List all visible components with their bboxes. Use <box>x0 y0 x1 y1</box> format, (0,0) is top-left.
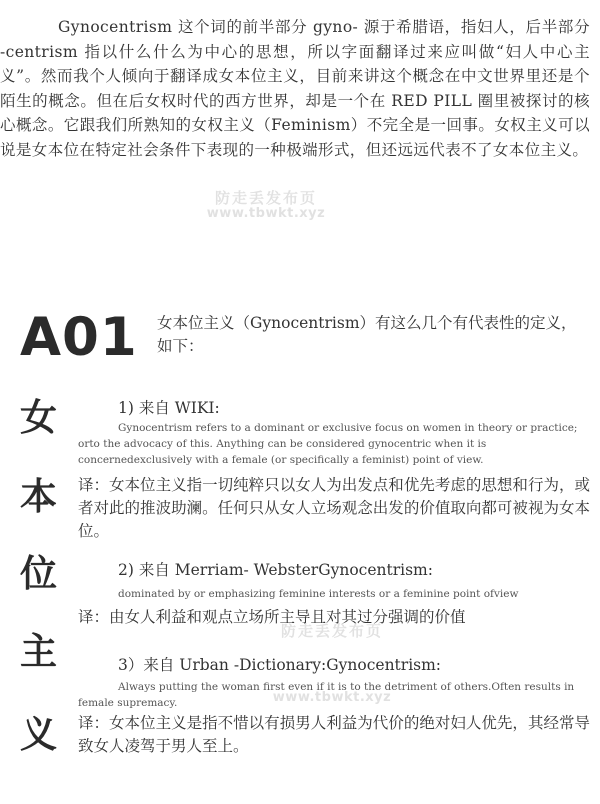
watermark-chinese: 防走丢发布页 <box>280 622 383 640</box>
definition-heading-urban-dictionary: 3）来自 Urban -Dictionary:Gynocentrism: <box>118 656 442 674</box>
definition-english-urban-dictionary: Always putting the woman first even if it is to the detriment of others.Often results in female supremacy. <box>78 681 575 709</box>
watermark <box>196 190 336 222</box>
definition-translation-wiki: 译：女本位主义指一切纯粹只以女人为出发点和优先考虑的思想和行为，或者对此的推波助澜。任何只从女人立场观念出发的价值取向都可被视为女本位。 <box>78 476 590 540</box>
vertical-title-char: 女 <box>20 395 57 439</box>
definition-translation-merriam-webster: 译：由女人利益和观点立场所主导且对其过分强调的价值 <box>78 608 466 626</box>
vertical-title-char: 义 <box>20 712 57 756</box>
definition-heading-wiki: 1) 来自 WIKI: <box>118 399 220 417</box>
intro-paragraph: Gynocentrism 这个词的前半部分 gyno- 源于希腊语，指妇人，后半部分 -centrism 指以什么什么为中心的思想，所以字面翻译过来应叫做“妇人中心主义”。然而我个人倾向于翻译成女本位主义，目前来讲这个概念在中文世界里还是个陌生的概念。但在后女权时代的西方世界，却是一个在 RED PILL 圈里被探讨的核心概念。它跟我们所熟知的女权主义（Feminism）不完全是一回事。女权主义可以说是女本位在特定社会条件下表现的一种极端形式，但还远远代表不了女本位主义。 <box>0 18 590 159</box>
watermark-url: www.tbwkt.xyz <box>272 690 392 705</box>
vertical-title-char: 位 <box>20 551 57 595</box>
watermark-url: www.tbwkt.xyz <box>206 206 326 221</box>
definition-heading-merriam-webster: 2) 来自 Merriam- WebsterGynocentrism: <box>118 561 433 579</box>
watermark-chinese: 防走丢发布页 <box>214 189 317 207</box>
definition-translation-urban-dictionary: 译：女本位主义是指不惜以有损男人利益为代价的绝对妇人优先，其经常导致女人凌驾于男人至上。 <box>78 714 590 755</box>
vertical-title-char: 本 <box>20 474 57 518</box>
vertical-title-char: 主 <box>20 629 57 673</box>
definition-english-merriam-webster: dominated by or emphasizing feminine interests or a feminine point ofview <box>118 588 519 600</box>
definition-english-wiki: Gynocentrism refers to a dominant or exclusive focus on women in theory or practice; orto the advocacy of this. Anything can be considered gynocentric when it is concernedexclusively with a female (or specifically a feminist) point of view. <box>78 422 578 466</box>
section-code: A01 <box>20 307 138 368</box>
section-intro: 女本位主义（Gynocentrism）有这么几个有代表性的定义，如下： <box>157 314 577 355</box>
